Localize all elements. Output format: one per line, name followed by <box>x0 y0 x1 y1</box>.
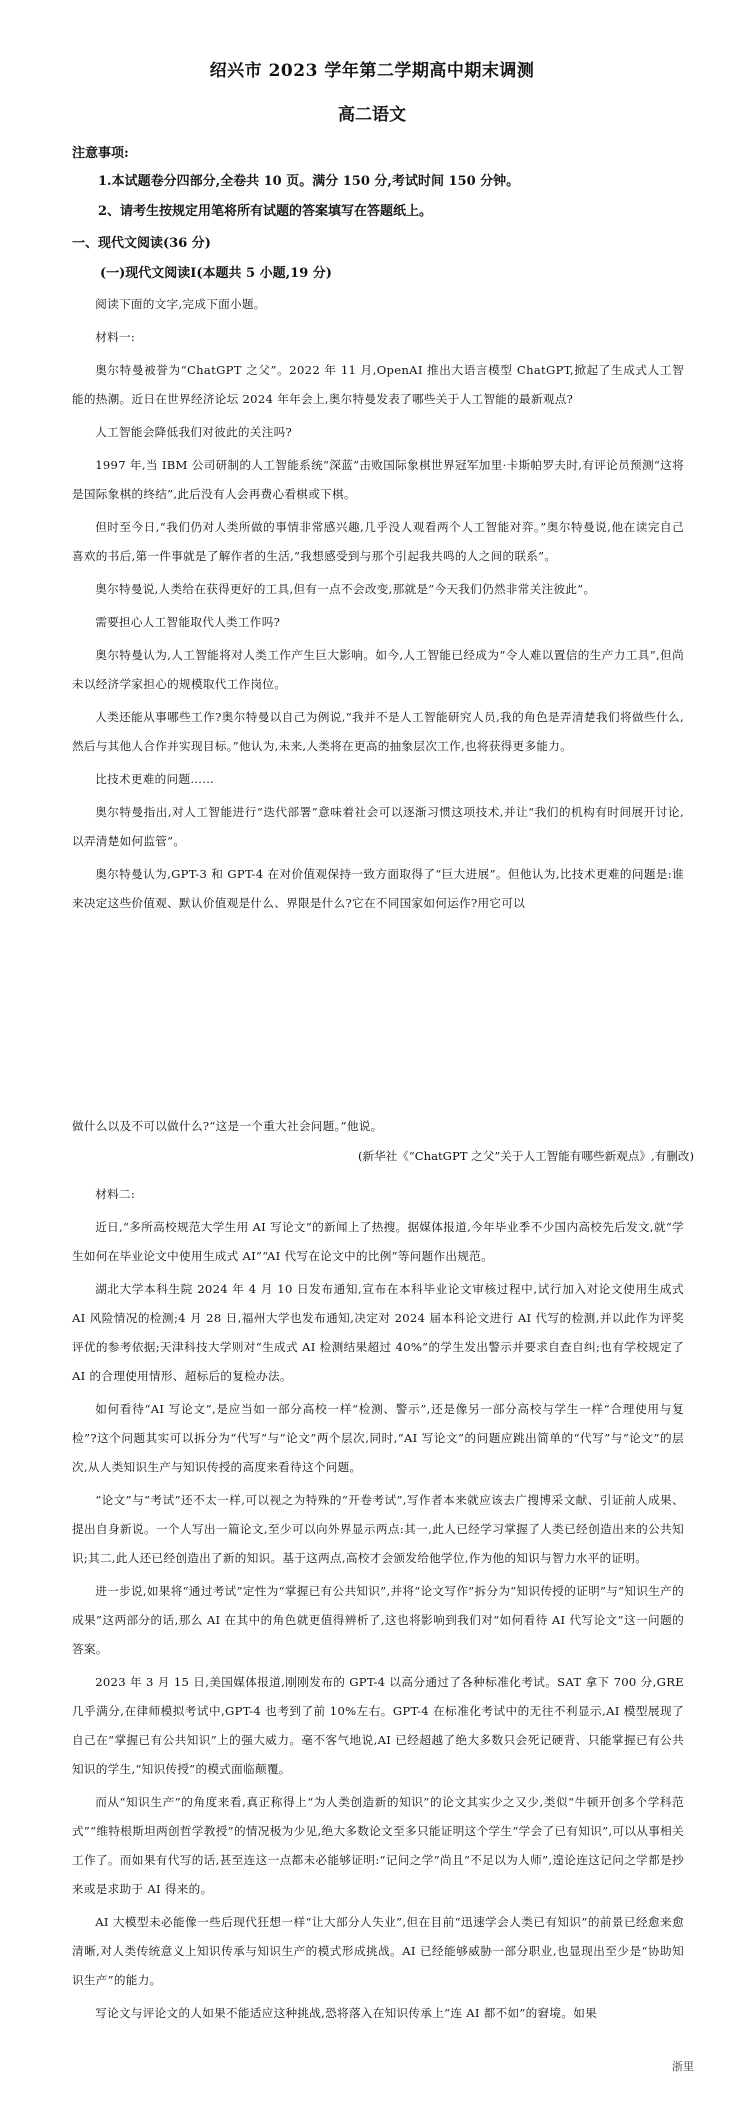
paragraph: 近日,“多所高校规范大学生用 AI 写论文”的新闻上了热搜。据媒体报道,今年毕业季不少国内高校先后发文,就“学生如何在毕业论文中使用生成式 AI”“AI 代写在论文中的比例”等问题作出规范。 <box>72 1220 684 1263</box>
paragraph: 奥尔特曼被誉为“ChatGPT 之父”。2022 年 11 月,OpenAI 推出大语言模型 ChatGPT,掀起了生成式人工智能的热潮。近日在世界经济论坛 2024 年年会上,奥尔特曼发表了哪些关于人工智能的最新观点? <box>72 363 684 406</box>
paragraph: 但时至今日,“我们仍对人类所做的事情非常感兴趣,几乎没人观看两个人工智能对弈。”奥尔特曼说,他在读完自己喜欢的书后,第一件事就是了解作者的生活,“我想感受到与那个引起我共鸣的人之间的联系”。 <box>72 520 684 563</box>
section-heading: 一、现代文阅读(36 分) <box>72 236 211 251</box>
exam-subject: 高二语文 <box>338 105 406 125</box>
paragraph: 比技术更难的问题…… <box>95 772 215 786</box>
paragraph: 进一步说,如果将“通过考试”定性为“掌握已有公共知识”,并将“论文写作”拆分为“知识传授的证明”与“知识生产的成果”这两部分的话,那么 AI 在其中的角色就更值得辨析了,这也将影响到我们对“如何看待 AI 代写论文”这一问题的答案。 <box>72 1584 684 1656</box>
instruction-text: 阅读下面的文字,完成下面小题。 <box>95 297 266 311</box>
paragraph: 1997 年,当 IBM 公司研制的人工智能系统“深蓝”击败国际象棋世界冠军加里·卡斯帕罗夫时,有评论员预测“这将是国际象棋的终结”,此后没有人会再费心看棋或下棋。 <box>72 458 684 501</box>
paragraph: 湖北大学本科生院 2024 年 4 月 10 日发布通知,宣布在本科毕业论文审核过程中,试行加入对论文使用生成式 AI 风险情况的检测;4 月 28 日,福州大学也发布通知,决定对 2024 届本科论文进行 AI 代写的检测,并以此作为评奖评优的参考依据;天津科技大学则对“生成式 AI 检测结果超过 40%”的学生发出警示并要求自查自纠;也有学校规定了 AI 的合理使用情形、超标后的复检办法。 <box>72 1282 684 1383</box>
paragraph: 奥尔特曼认为,GPT-3 和 GPT-4 在对价值观保持一致方面取得了“巨大进展”。但他认为,比技术更难的问题是:谁来决定这些价值观、默认价值观是什么、界限是什么?它在不同国家如何运作?用它可以 <box>72 867 684 910</box>
paragraph: 2023 年 3 月 15 日,美国媒体报道,刚刚发布的 GPT-4 以高分通过了各种标准化考试。SAT 拿下 700 分,GRE 几乎满分,在律师模拟考试中,GPT-4 也考到了前 10%左右。GPT-4 在标准化考试中的无往不利显示,AI 模型展现了自己在“掌握已有公共知识”上的强大威力。毫不客气地说,AI 已经超越了绝大多数只会死记硬背、只能掌握已有公共知识的学生,“知识传授”的模式面临颠覆。 <box>72 1675 684 1776</box>
paragraph: 而从“知识生产”的角度来看,真正称得上“为人类创造新的知识”的论文其实少之又少,类似“牛顿开创多个学科范式”“维特根斯坦两创哲学教授”的情况极为少见,绝大多数论文至多只能证明这个学生“学会了已有知识”,可以从事相关工作了。而如果有代写的话,甚至连这一点都未必能够证明:“记问之学”尚且“不足以为人师”,遑论连这记问之学都是抄来或是求助于 AI 得来的。 <box>72 1795 684 1896</box>
notice-item: 2、请考生按规定用笔将所有试题的答案填写在答题纸上。 <box>98 204 433 219</box>
material-label: 材料一: <box>95 330 136 344</box>
exam-title: 绍兴市 2023 学年第二学期高中期末调测 <box>209 61 535 81</box>
paragraph: 做什么以及不可以做什么?“这是一个重大社会问题。”他说。 <box>72 1119 383 1133</box>
paragraph: 奥尔特曼说,人类给在获得更好的工具,但有一点不会改变,那就是“今天我们仍然非常关注彼此”。 <box>95 582 596 596</box>
paragraph: 人工智能会降低我们对彼此的关注吗? <box>95 425 293 439</box>
material-one <box>72 290 684 922</box>
paragraph: AI 大模型未必能像一些后现代狂想一样“让大部分人失业”,但在目前“迅速学会人类已有知识”的前景已经愈来愈清晰,对人类传统意义上知识传承与知识生产的模式形成挑战。AI 已经能够威胁一部分职业,也显现出至少是“协助知识生产”的能力。 <box>72 1915 684 1987</box>
material-two <box>72 1180 684 2032</box>
paragraph: 写论文与评论文的人如果不能适应这种挑战,恐将落入在知识传承上“连 AI 都不如”的窘境。如果 <box>95 2006 598 2020</box>
notice-item: 1.本试题卷分四部分,全卷共 10 页。满分 150 分,考试时间 150 分钟。 <box>98 174 520 189</box>
paragraph: “论文”与“考试”还不太一样,可以视之为特殊的“开卷考试”,写作者本来就应该去广搜博采文献、引证前人成果、提出自身新说。一个人写出一篇论文,至少可以向外界显示两点:其一,此人已经学习掌握了人类已经创造出来的公共知识;其二,此人还已经创造出了新的知识。基于这两点,高校才会颁发给他学位,作为他的知识与智力水平的证明。 <box>72 1493 684 1565</box>
footer-label: 浙里 <box>672 2060 694 2073</box>
paragraph: 人类还能从事哪些工作?奥尔特曼以自己为例说,“我并不是人工智能研究人员,我的角色是弄清楚我们将做些什么,然后与其他人合作并实现目标。”他认为,未来,人类将在更高的抽象层次工作,也将获得更多能力。 <box>72 710 684 753</box>
subsection-heading: (一)现代文阅读Ⅰ(本题共 5 小题,19 分) <box>100 266 332 281</box>
paragraph: 需要担心人工智能取代人类工作吗? <box>95 615 281 629</box>
source-citation: (新华社《“ChatGPT 之父”关于人工智能有哪些新观点》,有删改) <box>357 1149 694 1163</box>
paragraph: 奥尔特曼认为,人工智能将对人类工作产生巨大影响。如今,人工智能已经成为“令人难以置信的生产力工具”,但尚未以经济学家担心的规模取代工作岗位。 <box>72 648 684 691</box>
material-label: 材料二: <box>95 1187 136 1201</box>
paragraph: 奥尔特曼指出,对人工智能进行“迭代部署”意味着社会可以逐渐习惯这项技术,并让“我们的机构有时间展开讨论,以弄清楚如何监管”。 <box>72 805 684 848</box>
notice-heading: 注意事项: <box>72 146 129 161</box>
paragraph: 如何看待“AI 写论文”,是应当如一部分高校一样“检测、警示”,还是像另一部分高校与学生一样“合理使用与复检”?这个问题其实可以拆分为“代写”与“论文”两个层次,同时,“AI 写论文”的问题应跳出简单的“代写”与“论文”的层次,从人类知识生产与知识传授的高度来看待这个问题。 <box>72 1402 684 1474</box>
material-one-continuation <box>72 1112 684 1145</box>
